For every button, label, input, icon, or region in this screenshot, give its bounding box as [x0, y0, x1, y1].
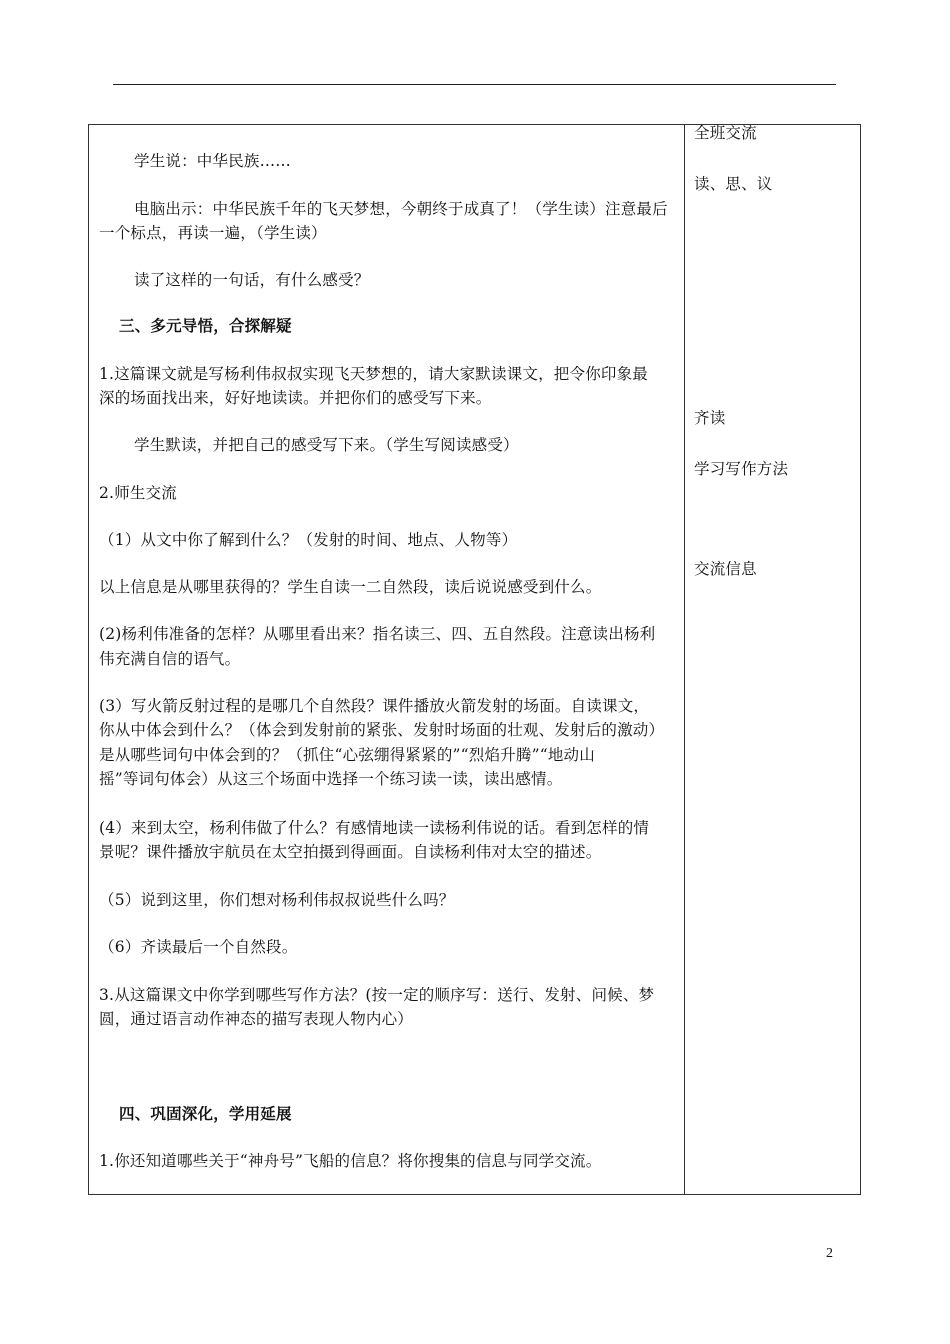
main-line: 1.你还知道哪些关于“神舟号”飞船的信息？将你搜集的信息与同学交流。 [99, 1152, 602, 1170]
main-line: （6）齐读最后一个自然段。 [99, 938, 298, 956]
main-line: （5）说到这里，你们想对杨利伟叔叔说些什么吗？ [99, 891, 455, 909]
main-line: 摇”等词句体会）从这三个场面中选择一个练习读一读，读出感情。 [99, 770, 563, 788]
main-line: 景呢？课件播放宇航员在太空拍摄到得画面。自读杨利伟对太空的描述。 [99, 843, 602, 861]
side-note: 读、思、议 [694, 175, 773, 193]
side-note: 交流信息 [694, 560, 757, 578]
section-heading: 三、多元导悟，合探解疑 [119, 316, 292, 335]
main-line: 2.师生交流 [99, 484, 177, 502]
main-line: 伟充满自信的语气。 [99, 650, 241, 668]
main-line: 以上信息是从哪里获得的？学生自读一二自然段，读后说说感受到什么。 [99, 578, 602, 596]
main-line: 学生默读，并把自己的感受写下来。（学生写阅读感受） [134, 436, 519, 454]
main-line: 一个标点，再读一遍，（学生读） [99, 224, 327, 242]
main-line: 电脑出示：中华民族千年的飞天梦想，今朝终于成真了！（学生读）注意最后 [134, 200, 668, 218]
main-line: 你从中体会到什么？（体会到发射前的紧张、发射时场面的壮观、发射后的激动） [99, 721, 665, 739]
main-line: (3）写火箭反射过程的是哪几个自然段？课件播放火箭发射的场面。自读课文， [99, 697, 650, 715]
main-line: (4）来到太空，杨利伟做了什么？有感情地读一读杨利伟说的话。看到怎样的情 [99, 819, 650, 837]
main-line: （1）从文中你了解到什么？（发射的时间、地点、人物等） [99, 531, 518, 549]
main-line: 是从哪些词句中体会到的？（抓住“心弦绷得紧紧的”“烈焰升腾”“地动山 [99, 746, 595, 764]
main-line: (2)杨利伟准备的怎样？从哪里看出来？指名读三、四、五自然段。注意读出杨利 [99, 625, 656, 643]
side-note: 全班交流 [694, 124, 757, 142]
main-line: 3.从这篇课文中你学到哪些写作方法？(按一定的顺序写：送行、发射、问候、梦 [99, 986, 655, 1004]
section-heading: 四、巩固深化，学用延展 [119, 1104, 292, 1123]
main-line: 读了这样的一句话，有什么感受？ [134, 271, 370, 289]
main-line: 1.这篇课文就是写杨利伟叔叔实现飞天梦想的，请大家默读课文，把令你印象最 [99, 365, 648, 383]
main-line: 深的场面找出来，好好地读读。并把你们的感受写下来。 [99, 389, 492, 407]
header-rule [113, 84, 836, 85]
column-divider [684, 124, 685, 1195]
side-note: 齐读 [694, 409, 726, 427]
page-number: 2 [826, 1246, 833, 1261]
main-line: 学生说：中华民族…… [134, 152, 292, 170]
main-line: 圆，通过语言动作神态的描写表现人物内心） [99, 1010, 414, 1028]
side-note: 学习写作方法 [694, 460, 789, 478]
